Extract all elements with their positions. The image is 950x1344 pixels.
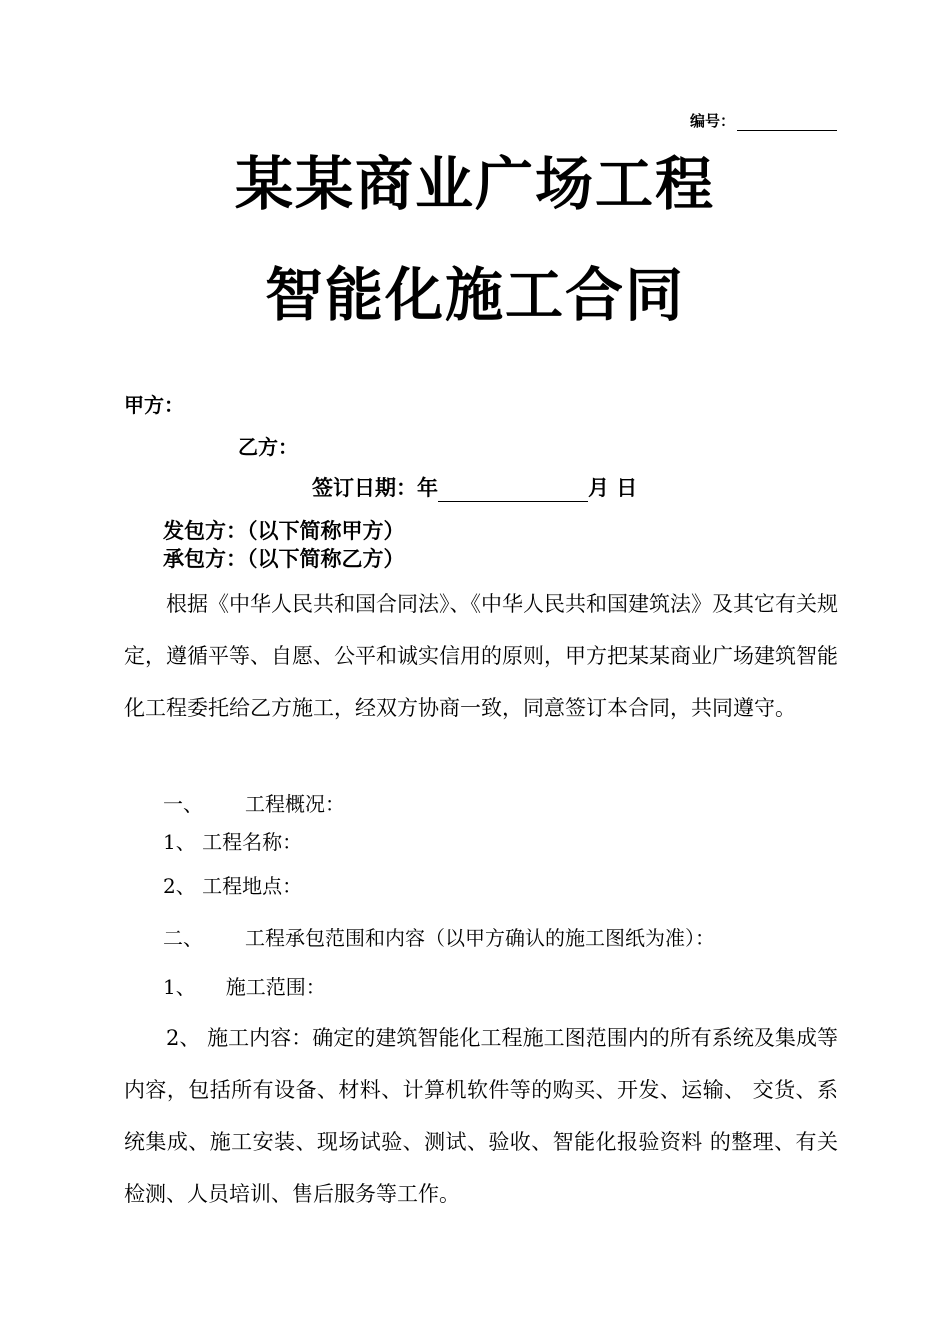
- scope-title: 施工范围：: [225, 975, 326, 999]
- intro-paragraph-text: 根据《中华人民共和国合同法》、《中华人民共和国建筑法》及其它有关规定，遵循平等、自愿、公平和诚实信用的原则，甲方把某某商业广场建筑智能化工程委托给乙方施工，经双方协商一致，同意签订本合同，共同遵守。: [124, 592, 838, 720]
- sign-date-blank: [438, 479, 588, 502]
- employer-line: 发包方：（以下简称甲方）: [163, 519, 405, 543]
- project-name-item: 1、 工程名称：: [163, 830, 303, 854]
- content-paragraph-text: 2、 施工内容：确定的建筑智能化工程施工图范围内的所有系统及集成等内容，包括所有设备、材料、计算机软件等的购买、开发、运输、 交货、系统集成、施工安装、现场试验、测试、验收、智能化报验资料 的整理、有关检测、人员培训、售后服务等工作。: [124, 1026, 838, 1206]
- serial-number: [690, 110, 837, 131]
- party-a-label: 甲方：: [124, 393, 184, 417]
- contract-title-line1: 某某商业广场工程: [234, 150, 715, 218]
- party-b-label: 乙方：: [238, 435, 298, 459]
- scope-number: 1、: [163, 975, 196, 999]
- serial-label: 编号：: [689, 112, 735, 130]
- section-1-title: 工程概况：: [245, 792, 345, 816]
- section-2-number: 二、: [163, 926, 203, 950]
- project-location-item: 2、 工程地点：: [163, 874, 303, 898]
- section-2-title: 工程承包范围和内容（以甲方确认的施工图纸为准）：: [245, 926, 715, 950]
- content-paragraph: [124, 1012, 838, 1220]
- contract-title-line2: 智能化施工合同: [264, 261, 685, 329]
- section-1-heading: [163, 788, 345, 817]
- section-1-number: 一、: [163, 792, 203, 816]
- scope-item: [163, 971, 326, 1000]
- intro-paragraph: [124, 578, 838, 734]
- sign-date-prefix: 签订日期：年: [312, 476, 438, 500]
- section-2-heading: [163, 922, 715, 951]
- sign-date-suffix: 月 日: [588, 476, 638, 500]
- serial-blank: [737, 112, 837, 131]
- contractor-line: 承包方：（以下简称乙方）: [163, 547, 405, 571]
- sign-date: [312, 472, 637, 502]
